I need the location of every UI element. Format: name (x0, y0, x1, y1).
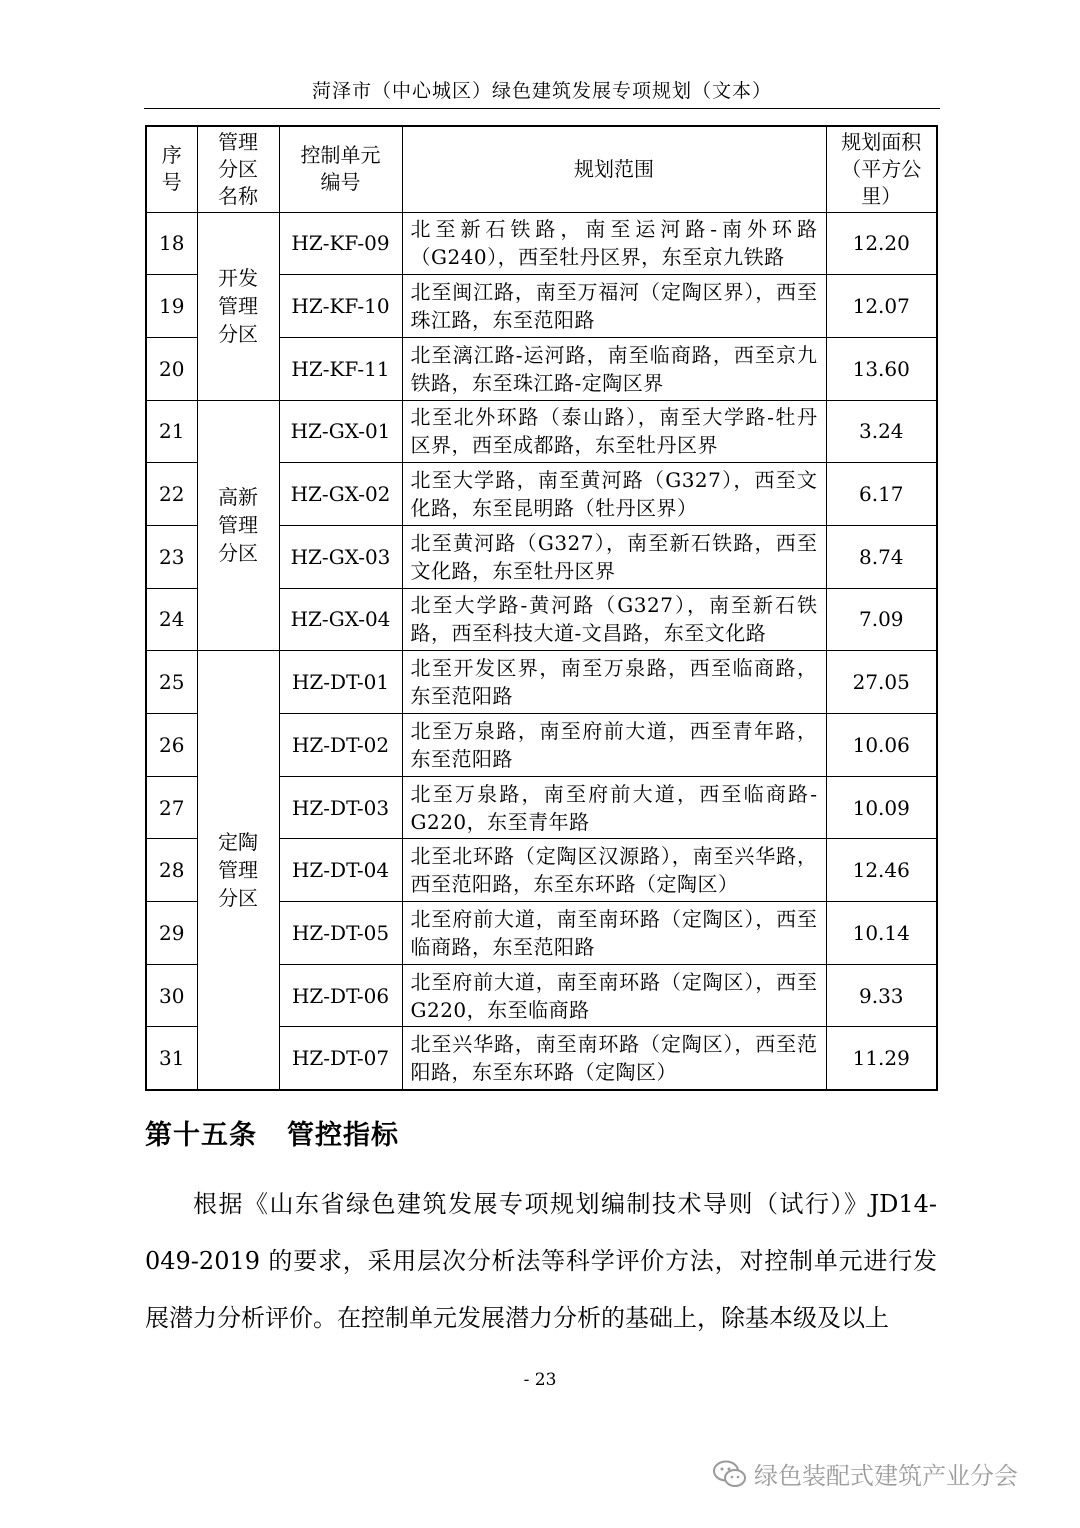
page-number: - 23 (523, 1370, 557, 1390)
cell-area: 9.33 (826, 964, 937, 1027)
cell-unit-code: HZ-KF-10 (279, 275, 402, 338)
cell-seq: 20 (146, 337, 197, 400)
cell-unit-code: HZ-GX-01 (279, 400, 402, 463)
cell-unit-code: HZ-KF-11 (279, 337, 402, 400)
header-district-label: 管理分区名称 (218, 129, 258, 208)
watermark (712, 1456, 1018, 1491)
cell-seq: 28 (146, 839, 197, 902)
header-seq (146, 126, 197, 212)
header-area-label: 规划面积（平方公里） (841, 129, 922, 208)
cell-unit-code: HZ-GX-02 (279, 463, 402, 526)
cell-scope: 北至漓江路-运河路，南至临商路，西至京九铁路，东至珠江路-定陶区界 (402, 337, 826, 400)
cell-seq: 24 (146, 588, 197, 651)
cell-unit-code: HZ-DT-07 (279, 1027, 402, 1090)
cell-unit-code: HZ-DT-01 (279, 651, 402, 714)
cell-unit-code: HZ-DT-06 (279, 964, 402, 1027)
cell-seq: 26 (146, 714, 197, 777)
cell-seq: 22 (146, 463, 197, 526)
cell-area: 7.09 (826, 588, 937, 651)
cell-area: 10.06 (826, 714, 937, 777)
cell-scope: 北至府前大道，南至南环路（定陶区），西至 G220，东至临商路 (402, 964, 826, 1027)
table-body (146, 212, 937, 1090)
cell-unit-code: HZ-DT-03 (279, 776, 402, 839)
cell-area: 10.14 (826, 902, 937, 965)
cell-area: 13.60 (826, 337, 937, 400)
table-row (146, 400, 937, 463)
cell-seq: 21 (146, 400, 197, 463)
cell-unit-code: HZ-DT-02 (279, 714, 402, 777)
cell-seq: 27 (146, 776, 197, 839)
cell-district (197, 400, 279, 651)
cell-seq: 19 (146, 275, 197, 338)
cell-district (197, 212, 279, 400)
wechat-icon (712, 1459, 748, 1489)
cell-scope: 北至闽江路，南至万福河（定陶区界），西至珠江路，东至范阳路 (402, 275, 826, 338)
cell-unit-code: HZ-GX-04 (279, 588, 402, 651)
cell-scope: 北至兴华路，南至南环路（定陶区），西至范阳路，东至东环路（定陶区） (402, 1027, 826, 1090)
cell-scope: 北至大学路，南至黄河路（G327），西至文化路，东至昆明路（牡丹区界） (402, 463, 826, 526)
cell-scope: 北至北外环路（泰山路），南至大学路-牡丹区界，西至成都路，东至牡丹区界 (402, 400, 826, 463)
cell-unit-code: HZ-KF-09 (279, 212, 402, 275)
cell-scope: 北至大学路-黄河路（G327），南至新石铁路，西至科技大道-文昌路，东至文化路 (402, 588, 826, 651)
district-name: 开发管理分区 (218, 266, 258, 347)
header-unit-code-label: 控制单元编号 (300, 143, 381, 195)
cell-seq: 25 (146, 651, 197, 714)
cell-district (197, 651, 279, 1090)
cell-scope: 北至新石铁路，南至运河路-南外环路（G240），西至牡丹区界，东至京九铁路 (402, 212, 826, 275)
cell-scope: 北至万泉路，南至府前大道，西至青年路，东至范阳路 (402, 714, 826, 777)
cell-seq: 29 (146, 902, 197, 965)
cell-area: 8.74 (826, 525, 937, 588)
section-heading (145, 1113, 399, 1152)
cell-scope: 北至黄河路（G327），南至新石铁路，西至文化路，东至牡丹区界 (402, 525, 826, 588)
table-row (146, 651, 937, 714)
district-name: 定陶管理分区 (218, 829, 258, 910)
table-header-row (146, 126, 937, 212)
cell-area: 27.05 (826, 651, 937, 714)
cell-area: 3.24 (826, 400, 937, 463)
control-unit-table (145, 125, 938, 1091)
header-scope: 规划范围 (402, 126, 826, 212)
watermark-text: 绿色装配式建筑产业分会 (754, 1462, 1018, 1490)
cell-area: 11.29 (826, 1027, 937, 1090)
header-unit-code (279, 126, 402, 212)
section-number: 第十五条 (145, 1120, 257, 1151)
cell-seq: 23 (146, 525, 197, 588)
cell-scope: 北至北环路（定陶区汉源路），南至兴华路，西至范阳路，东至东环路（定陶区） (402, 839, 826, 902)
cell-area: 12.46 (826, 839, 937, 902)
header-seq-label: 序号 (161, 143, 182, 195)
body-paragraph: 根据《山东省绿色建筑发展专项规划编制技术导则（试行）》JD14-049-2019 的要求，采用层次分析法等科学评价方法，对控制单元进行发展潜力分析评价。在控制单元发展潜力分析的基础上，除基本级及以上 (145, 1190, 937, 1332)
cell-scope: 北至府前大道，南至南环路（定陶区），西至临商路，东至范阳路 (402, 902, 826, 965)
cell-unit-code: HZ-GX-03 (279, 525, 402, 588)
header-district (197, 126, 279, 212)
district-name: 高新管理分区 (218, 485, 258, 566)
cell-scope: 北至开发区界，南至万泉路，西至临商路，东至范阳路 (402, 651, 826, 714)
section-title: 管控指标 (287, 1120, 399, 1151)
cell-scope: 北至万泉路，南至府前大道，西至临商路-G220，东至青年路 (402, 776, 826, 839)
cell-area: 12.07 (826, 275, 937, 338)
cell-area: 6.17 (826, 463, 937, 526)
cell-area: 12.20 (826, 212, 937, 275)
cell-seq: 31 (146, 1027, 197, 1090)
header-area (826, 126, 937, 212)
page-header: 菏泽市（中心城区）绿色建筑发展专项规划（文本） (144, 76, 940, 109)
cell-area: 10.09 (826, 776, 937, 839)
table-row (146, 212, 937, 275)
cell-unit-code: HZ-DT-04 (279, 839, 402, 902)
cell-seq: 18 (146, 212, 197, 275)
cell-seq: 30 (146, 964, 197, 1027)
cell-unit-code: HZ-DT-05 (279, 902, 402, 965)
